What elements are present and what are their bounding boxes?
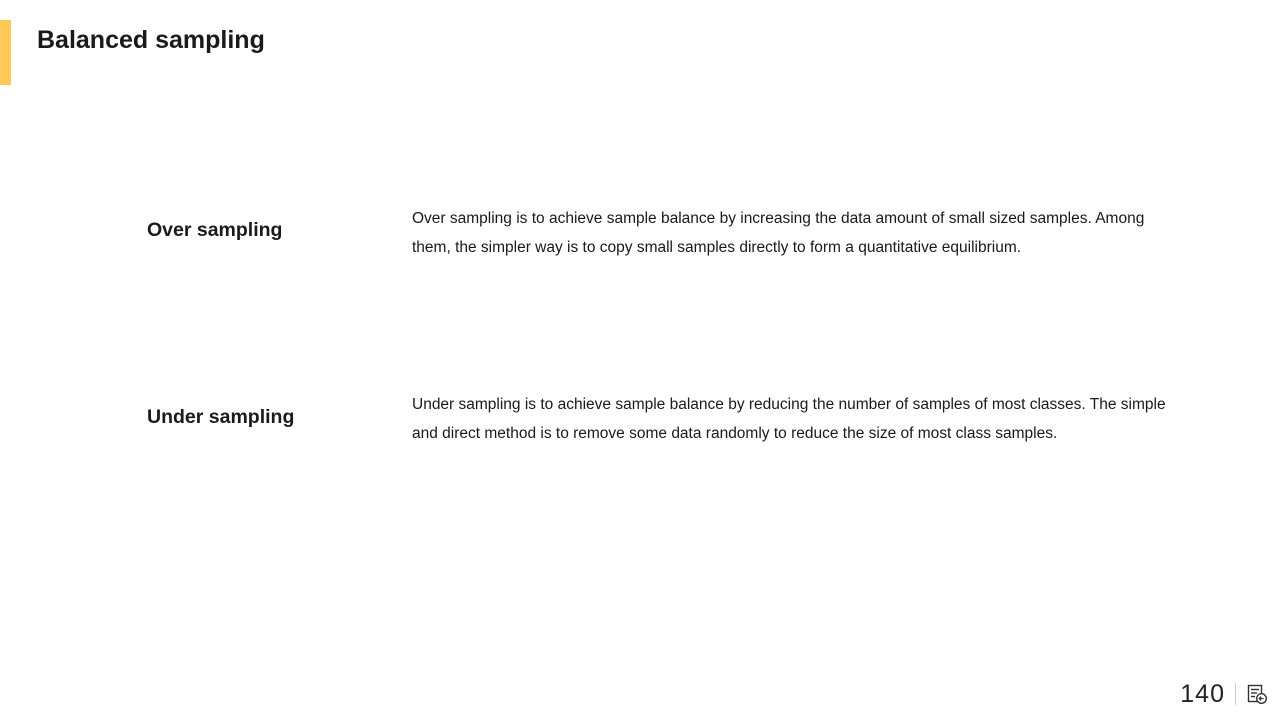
- title-accent-bar: [0, 20, 11, 85]
- return-to-contents-icon[interactable]: [1246, 683, 1268, 705]
- slide-footer: [1180, 680, 1268, 708]
- footer-divider: [1235, 683, 1236, 705]
- over-sampling-description: Over sampling is to achieve sample balance by increasing the data amount of small sized samples. Among them, the simpler way is to copy small samples directly to form a quantitative equilibrium.: [412, 210, 1145, 256]
- slide-title: Balanced sampling: [37, 26, 265, 54]
- under-sampling-description: Under sampling is to achieve sample balance by reducing the number of samples of most classes. The simple and direct method is to remove some data randomly to reduce the size of most class samples.: [412, 396, 1166, 442]
- over-sampling-heading: Over sampling: [147, 219, 283, 241]
- under-sampling-heading: Under sampling: [147, 406, 295, 428]
- page-number: 140: [1180, 680, 1225, 708]
